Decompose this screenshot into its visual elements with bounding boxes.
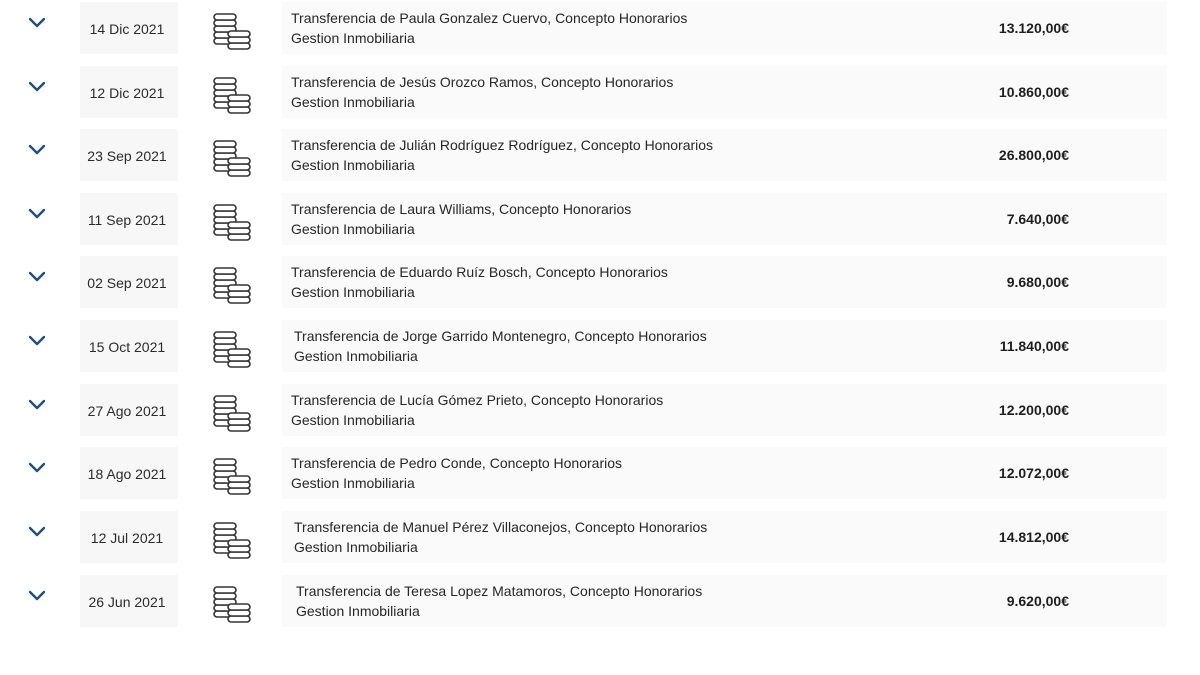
coins-icon <box>212 201 252 241</box>
description-cell <box>282 384 1167 436</box>
description-cell <box>282 2 1167 54</box>
transaction-description <box>291 8 687 48</box>
transaction-description <box>296 581 702 621</box>
description-line-2: Gestion Inmobiliaria <box>296 603 420 619</box>
icon-cell <box>178 129 282 181</box>
transaction-date: 26 Jun 2021 <box>88 594 166 610</box>
transaction-row[interactable] <box>0 573 1200 637</box>
chevron-down-icon[interactable] <box>26 205 48 223</box>
description-cell <box>282 256 1167 308</box>
chevron-down-icon[interactable] <box>26 78 48 96</box>
description-line-2: Gestion Inmobiliaria <box>294 539 418 555</box>
description-line-1: Transferencia de Pedro Conde, Concepto Honorarios <box>291 455 623 471</box>
transaction-date: 23 Sep 2021 <box>87 148 167 164</box>
description-line-1: Transferencia de Manuel Pérez Villaconejos, Concepto Honorarios <box>294 519 708 535</box>
transaction-amount: 14.812,00€ <box>998 529 1069 545</box>
date-cell <box>80 384 178 436</box>
date-cell <box>80 129 178 181</box>
date-cell <box>80 575 178 627</box>
transaction-description <box>291 199 631 239</box>
description-cell <box>282 511 1167 563</box>
description-line-1: Transferencia de Eduardo Ruíz Bosch, Concepto Honorarios <box>291 264 668 280</box>
transaction-row[interactable] <box>0 254 1200 318</box>
icon-cell <box>178 256 282 308</box>
transaction-amount: 13.120,00€ <box>998 20 1069 36</box>
transaction-row[interactable] <box>0 445 1200 509</box>
chevron-down-icon[interactable] <box>26 523 48 541</box>
chevron-down-icon[interactable] <box>26 459 48 477</box>
description-line-2: Gestion Inmobiliaria <box>291 30 415 46</box>
description-line-2: Gestion Inmobiliaria <box>291 157 415 173</box>
transaction-amount: 12.200,00€ <box>998 402 1069 418</box>
icon-cell <box>178 511 282 563</box>
coins-icon <box>212 264 252 304</box>
transaction-date: 14 Dic 2021 <box>89 21 165 37</box>
coins-icon <box>212 392 252 432</box>
transaction-row[interactable] <box>0 318 1200 382</box>
transaction-row[interactable] <box>0 0 1200 64</box>
transaction-date: 15 Oct 2021 <box>88 339 166 355</box>
transaction-amount: 7.640,00€ <box>1006 211 1069 227</box>
transaction-description <box>291 390 663 430</box>
description-cell <box>282 575 1167 627</box>
date-cell <box>80 2 178 54</box>
description-line-2: Gestion Inmobiliaria <box>291 284 415 300</box>
chevron-down-icon[interactable] <box>26 587 48 605</box>
description-line-2: Gestion Inmobiliaria <box>291 475 415 491</box>
description-line-2: Gestion Inmobiliaria <box>291 412 415 428</box>
description-cell <box>282 447 1167 499</box>
icon-cell <box>178 193 282 245</box>
transaction-row[interactable] <box>0 509 1200 573</box>
date-cell <box>80 447 178 499</box>
chevron-down-icon[interactable] <box>26 14 48 32</box>
chevron-down-icon[interactable] <box>26 396 48 414</box>
description-line-1: Transferencia de Julián Rodríguez Rodríguez, Concepto Honorarios <box>291 137 714 153</box>
transaction-date: 18 Ago 2021 <box>87 466 167 482</box>
transaction-description <box>291 72 673 112</box>
coins-icon <box>212 519 252 559</box>
transaction-row[interactable] <box>0 382 1200 446</box>
transaction-description <box>291 262 668 302</box>
coins-icon <box>212 455 252 495</box>
transaction-date: 11 Sep 2021 <box>87 212 167 228</box>
transaction-date: 27 Ago 2021 <box>87 403 167 419</box>
icon-cell <box>178 384 282 436</box>
coins-icon <box>212 137 252 177</box>
transaction-row[interactable] <box>0 64 1200 128</box>
chevron-down-icon[interactable] <box>26 141 48 159</box>
description-line-2: Gestion Inmobiliaria <box>291 94 415 110</box>
transaction-description <box>291 453 622 493</box>
icon-cell <box>178 320 282 372</box>
description-line-1: Transferencia de Jesús Orozco Ramos, Concepto Honorarios <box>291 74 674 90</box>
date-cell <box>80 511 178 563</box>
description-line-1: Transferencia de Teresa Lopez Matamoros, Concepto Honorarios <box>296 583 703 599</box>
transaction-description <box>294 326 707 366</box>
chevron-down-icon[interactable] <box>26 268 48 286</box>
description-cell <box>282 129 1167 181</box>
transaction-description <box>294 517 707 557</box>
icon-cell <box>178 447 282 499</box>
transaction-amount: 12.072,00€ <box>998 465 1069 481</box>
coins-icon <box>212 10 252 50</box>
transaction-amount: 9.620,00€ <box>1006 593 1069 609</box>
icon-cell <box>178 66 282 118</box>
icon-cell <box>178 2 282 54</box>
date-cell <box>80 320 178 372</box>
transaction-date: 12 Dic 2021 <box>89 85 165 101</box>
description-cell <box>282 66 1167 118</box>
coins-icon <box>212 583 252 623</box>
transaction-amount: 10.860,00€ <box>998 84 1069 100</box>
transaction-amount: 9.680,00€ <box>1006 274 1069 290</box>
date-cell <box>80 256 178 308</box>
description-line-1: Transferencia de Lucía Gómez Prieto, Concepto Honorarios <box>291 392 664 408</box>
date-cell <box>80 193 178 245</box>
chevron-down-icon[interactable] <box>26 332 48 350</box>
description-line-1: Transferencia de Paula Gonzalez Cuervo, Concepto Honorarios <box>291 10 688 26</box>
icon-cell <box>178 575 282 627</box>
transaction-date: 12 Jul 2021 <box>90 530 164 546</box>
coins-icon <box>212 328 252 368</box>
coins-icon <box>212 74 252 114</box>
description-line-2: Gestion Inmobiliaria <box>291 221 415 237</box>
description-line-1: Transferencia de Jorge Garrido Montenegro, Concepto Honorarios <box>294 328 707 344</box>
transaction-amount: 26.800,00€ <box>998 147 1069 163</box>
transaction-row[interactable] <box>0 127 1200 191</box>
transaction-amount: 11.840,00€ <box>999 338 1069 354</box>
date-cell <box>80 66 178 118</box>
description-line-1: Transferencia de Laura Williams, Concepto Honorarios <box>291 201 632 217</box>
transaction-description <box>291 135 713 175</box>
description-cell <box>282 193 1167 245</box>
description-line-2: Gestion Inmobiliaria <box>294 348 418 364</box>
transaction-row[interactable] <box>0 191 1200 255</box>
description-cell <box>282 320 1167 372</box>
transaction-date: 02 Sep 2021 <box>87 275 167 291</box>
